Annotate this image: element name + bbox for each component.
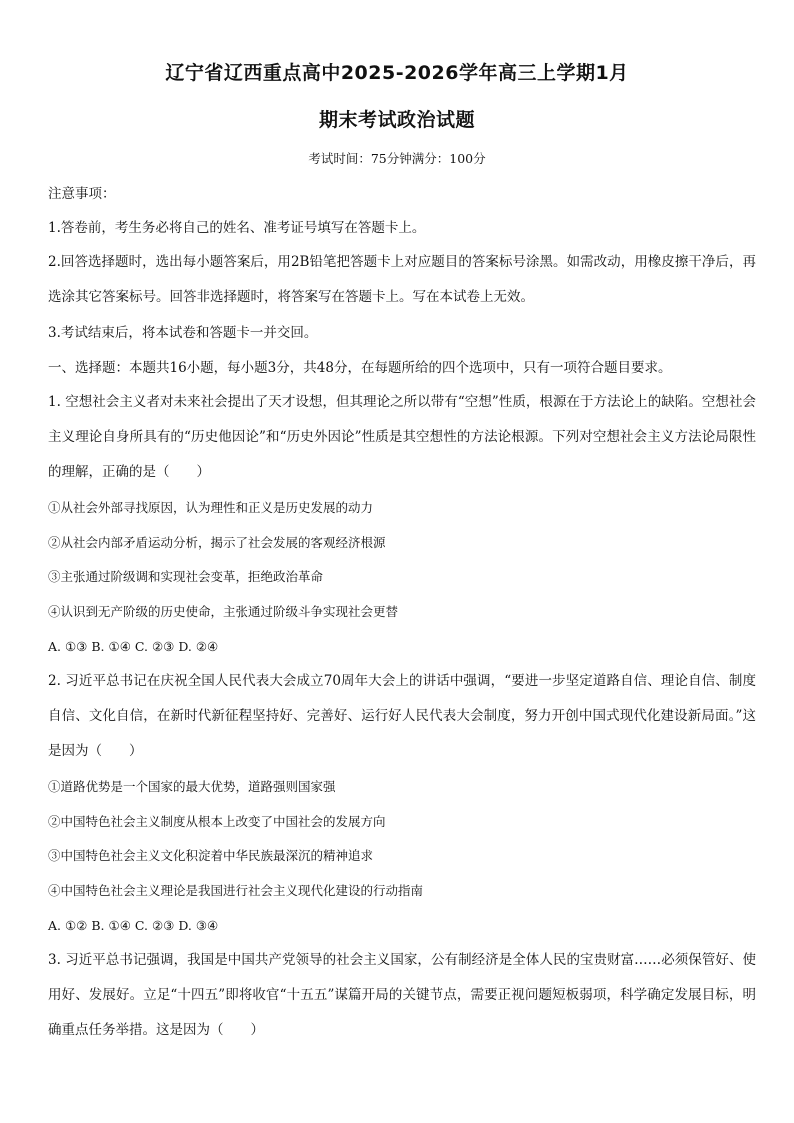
notes-heading: 注意事项： — [48, 186, 116, 202]
question-2-statement: ①道路优势是一个国家的最大优势，道路强则国家强 — [48, 779, 336, 794]
question-1-stem: 1. 空想社会主义者对未来社会提出了天才设想，但其理论之所以带有“空想”性质，根源在于方法论上的缺陷。空想社会主义理论自身所具有的“历史他因论”和“历史外因论”性质是其空想性的方法论根源。下列对空想社会主义方法论局限性的理解，正确的是（ ） — [48, 394, 756, 480]
question-2-statement: ②中国特色社会主义制度从根本上改变了中国社会的发展方向 — [48, 814, 386, 829]
note-item-1: 1.答卷前，考生务必将自己的姓名、准考证号填写在答题卡上。 — [48, 220, 426, 236]
question-1-statement: ③主张通过阶级调和实现社会变革，拒绝政治革命 — [48, 569, 324, 584]
exam-time-info: 考试时间：75分钟满分：100分 — [308, 151, 486, 166]
exam-title-line1: 辽宁省辽西重点高中2025-2026学年高三上学期1月 — [165, 62, 629, 84]
question-1-statement: ④认识到无产阶级的历史使命，主张通过阶级斗争实现社会更替 — [48, 604, 399, 619]
question-1-statement: ①从社会外部寻找原因，认为理性和正义是历史发展的动力 — [48, 500, 374, 515]
question-2-statement: ④中国特色社会主义理论是我国进行社会主义现代化建设的行动指南 — [48, 883, 424, 898]
question-2-stem: 2. 习近平总书记在庆祝全国人民代表大会成立70周年大会上的讲话中强调，“要进一步坚定道路自信、理论自信、制度自信、文化自信，在新时代新征程坚持好、完善好、运行好人民代表大会制度，努力开创中国式现代化建设新局面。”这是因为（ ） — [48, 673, 756, 759]
question-1-statement: ②从社会内部矛盾运动分析，揭示了社会发展的客观经济根源 — [48, 535, 386, 550]
question-2-statement: ③中国特色社会主义文化积淀着中华民族最深沉的精神追求 — [48, 848, 374, 863]
note-item-3: 3.考试结束后，将本试卷和答题卡一并交回。 — [48, 325, 318, 341]
question-2-options: A. ①② B. ①④ C. ②③ D. ③④ — [48, 918, 219, 933]
question-1-options: A. ①③ B. ①④ C. ②③ D. ②④ — [48, 639, 219, 654]
note-item-2: 2.回答选择题时，选出每小题答案后，用2B铅笔把答题卡上对应题目的答案标号涂黑。如需改动，用橡皮擦干净后，再选涂其它答案标号。回答非选择题时，将答案写在答题卡上。写在本试卷上无效。 — [48, 254, 756, 305]
exam-title-line2: 期末考试政治试题 — [318, 109, 475, 131]
question-3-stem: 3. 习近平总书记强调，我国是中国共产党领导的社会主义国家，公有制经济是全体人民的宝贵财富……必须保管好、使用好、发展好。立足“十四五”即将收官“十五五”谋篇开局的关键节点，需要正视问题短板弱项，科学确定发展目标，明确重点任务举措。这是因为（ ） — [48, 952, 756, 1038]
section-heading: 一、选择题：本题共16小题，每小题3分，共48分，在每题所给的四个选项中，只有一项符合题目要求。 — [48, 360, 672, 376]
